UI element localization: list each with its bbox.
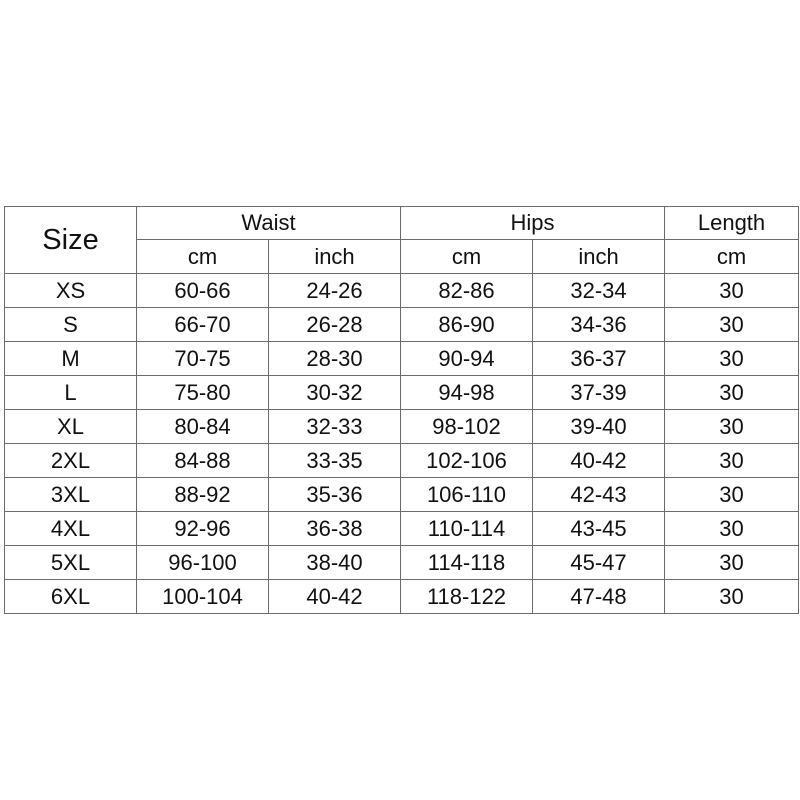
hips-group-header: Hips (401, 207, 665, 240)
size-cell: 3XL (5, 478, 137, 512)
waist-cm-cell: 88-92 (137, 478, 269, 512)
size-chart-body (5, 207, 799, 614)
hips-cm-cell: 90-94 (401, 342, 533, 376)
hips-cm-cell: 98-102 (401, 410, 533, 444)
table-row (5, 410, 799, 444)
length-cm-unit-header: cm (665, 240, 799, 274)
length-cm-cell: 30 (665, 274, 799, 308)
hips-inch-cell: 40-42 (533, 444, 665, 478)
table-row (5, 274, 799, 308)
waist-inch-cell: 40-42 (269, 580, 401, 614)
hips-cm-cell: 118-122 (401, 580, 533, 614)
length-cm-cell: 30 (665, 376, 799, 410)
size-cell: M (5, 342, 137, 376)
waist-cm-cell: 66-70 (137, 308, 269, 342)
hips-inch-unit-header: inch (533, 240, 665, 274)
size-column-header: Size (5, 207, 137, 274)
waist-cm-cell: 75-80 (137, 376, 269, 410)
waist-inch-cell: 35-36 (269, 478, 401, 512)
table-row (5, 376, 799, 410)
hips-cm-unit-header: cm (401, 240, 533, 274)
length-cm-cell: 30 (665, 308, 799, 342)
hips-cm-cell: 102-106 (401, 444, 533, 478)
length-cm-cell: 30 (665, 342, 799, 376)
waist-inch-cell: 36-38 (269, 512, 401, 546)
size-cell: 4XL (5, 512, 137, 546)
hips-cm-cell: 110-114 (401, 512, 533, 546)
length-cm-cell: 30 (665, 478, 799, 512)
hips-inch-cell: 36-37 (533, 342, 665, 376)
length-cm-cell: 30 (665, 410, 799, 444)
size-cell: 2XL (5, 444, 137, 478)
waist-inch-cell: 26-28 (269, 308, 401, 342)
waist-cm-cell: 100-104 (137, 580, 269, 614)
length-group-header: Length (665, 207, 799, 240)
waist-inch-cell: 28-30 (269, 342, 401, 376)
table-row (5, 546, 799, 580)
waist-inch-cell: 33-35 (269, 444, 401, 478)
hips-inch-cell: 42-43 (533, 478, 665, 512)
waist-cm-unit-header: cm (137, 240, 269, 274)
hips-inch-cell: 37-39 (533, 376, 665, 410)
hips-cm-cell: 94-98 (401, 376, 533, 410)
table-row (5, 444, 799, 478)
waist-inch-cell: 24-26 (269, 274, 401, 308)
table-row (5, 580, 799, 614)
hips-inch-cell: 39-40 (533, 410, 665, 444)
hips-inch-cell: 32-34 (533, 274, 665, 308)
waist-inch-cell: 38-40 (269, 546, 401, 580)
size-chart-table (4, 206, 799, 614)
waist-cm-cell: 92-96 (137, 512, 269, 546)
table-row (5, 308, 799, 342)
hips-inch-cell: 43-45 (533, 512, 665, 546)
size-cell: 5XL (5, 546, 137, 580)
table-row (5, 342, 799, 376)
table-row (5, 512, 799, 546)
size-cell: S (5, 308, 137, 342)
hips-cm-cell: 82-86 (401, 274, 533, 308)
length-cm-cell: 30 (665, 444, 799, 478)
hips-cm-cell: 114-118 (401, 546, 533, 580)
size-cell: 6XL (5, 580, 137, 614)
waist-group-header: Waist (137, 207, 401, 240)
waist-inch-cell: 32-33 (269, 410, 401, 444)
waist-cm-cell: 96-100 (137, 546, 269, 580)
hips-cm-cell: 106-110 (401, 478, 533, 512)
waist-inch-cell: 30-32 (269, 376, 401, 410)
waist-cm-cell: 84-88 (137, 444, 269, 478)
size-cell: L (5, 376, 137, 410)
size-cell: XL (5, 410, 137, 444)
header-group-row (5, 207, 799, 240)
size-cell: XS (5, 274, 137, 308)
table-row (5, 478, 799, 512)
length-cm-cell: 30 (665, 512, 799, 546)
hips-inch-cell: 47-48 (533, 580, 665, 614)
waist-cm-cell: 80-84 (137, 410, 269, 444)
length-cm-cell: 30 (665, 580, 799, 614)
waist-inch-unit-header: inch (269, 240, 401, 274)
length-cm-cell: 30 (665, 546, 799, 580)
hips-cm-cell: 86-90 (401, 308, 533, 342)
waist-cm-cell: 60-66 (137, 274, 269, 308)
waist-cm-cell: 70-75 (137, 342, 269, 376)
hips-inch-cell: 45-47 (533, 546, 665, 580)
hips-inch-cell: 34-36 (533, 308, 665, 342)
